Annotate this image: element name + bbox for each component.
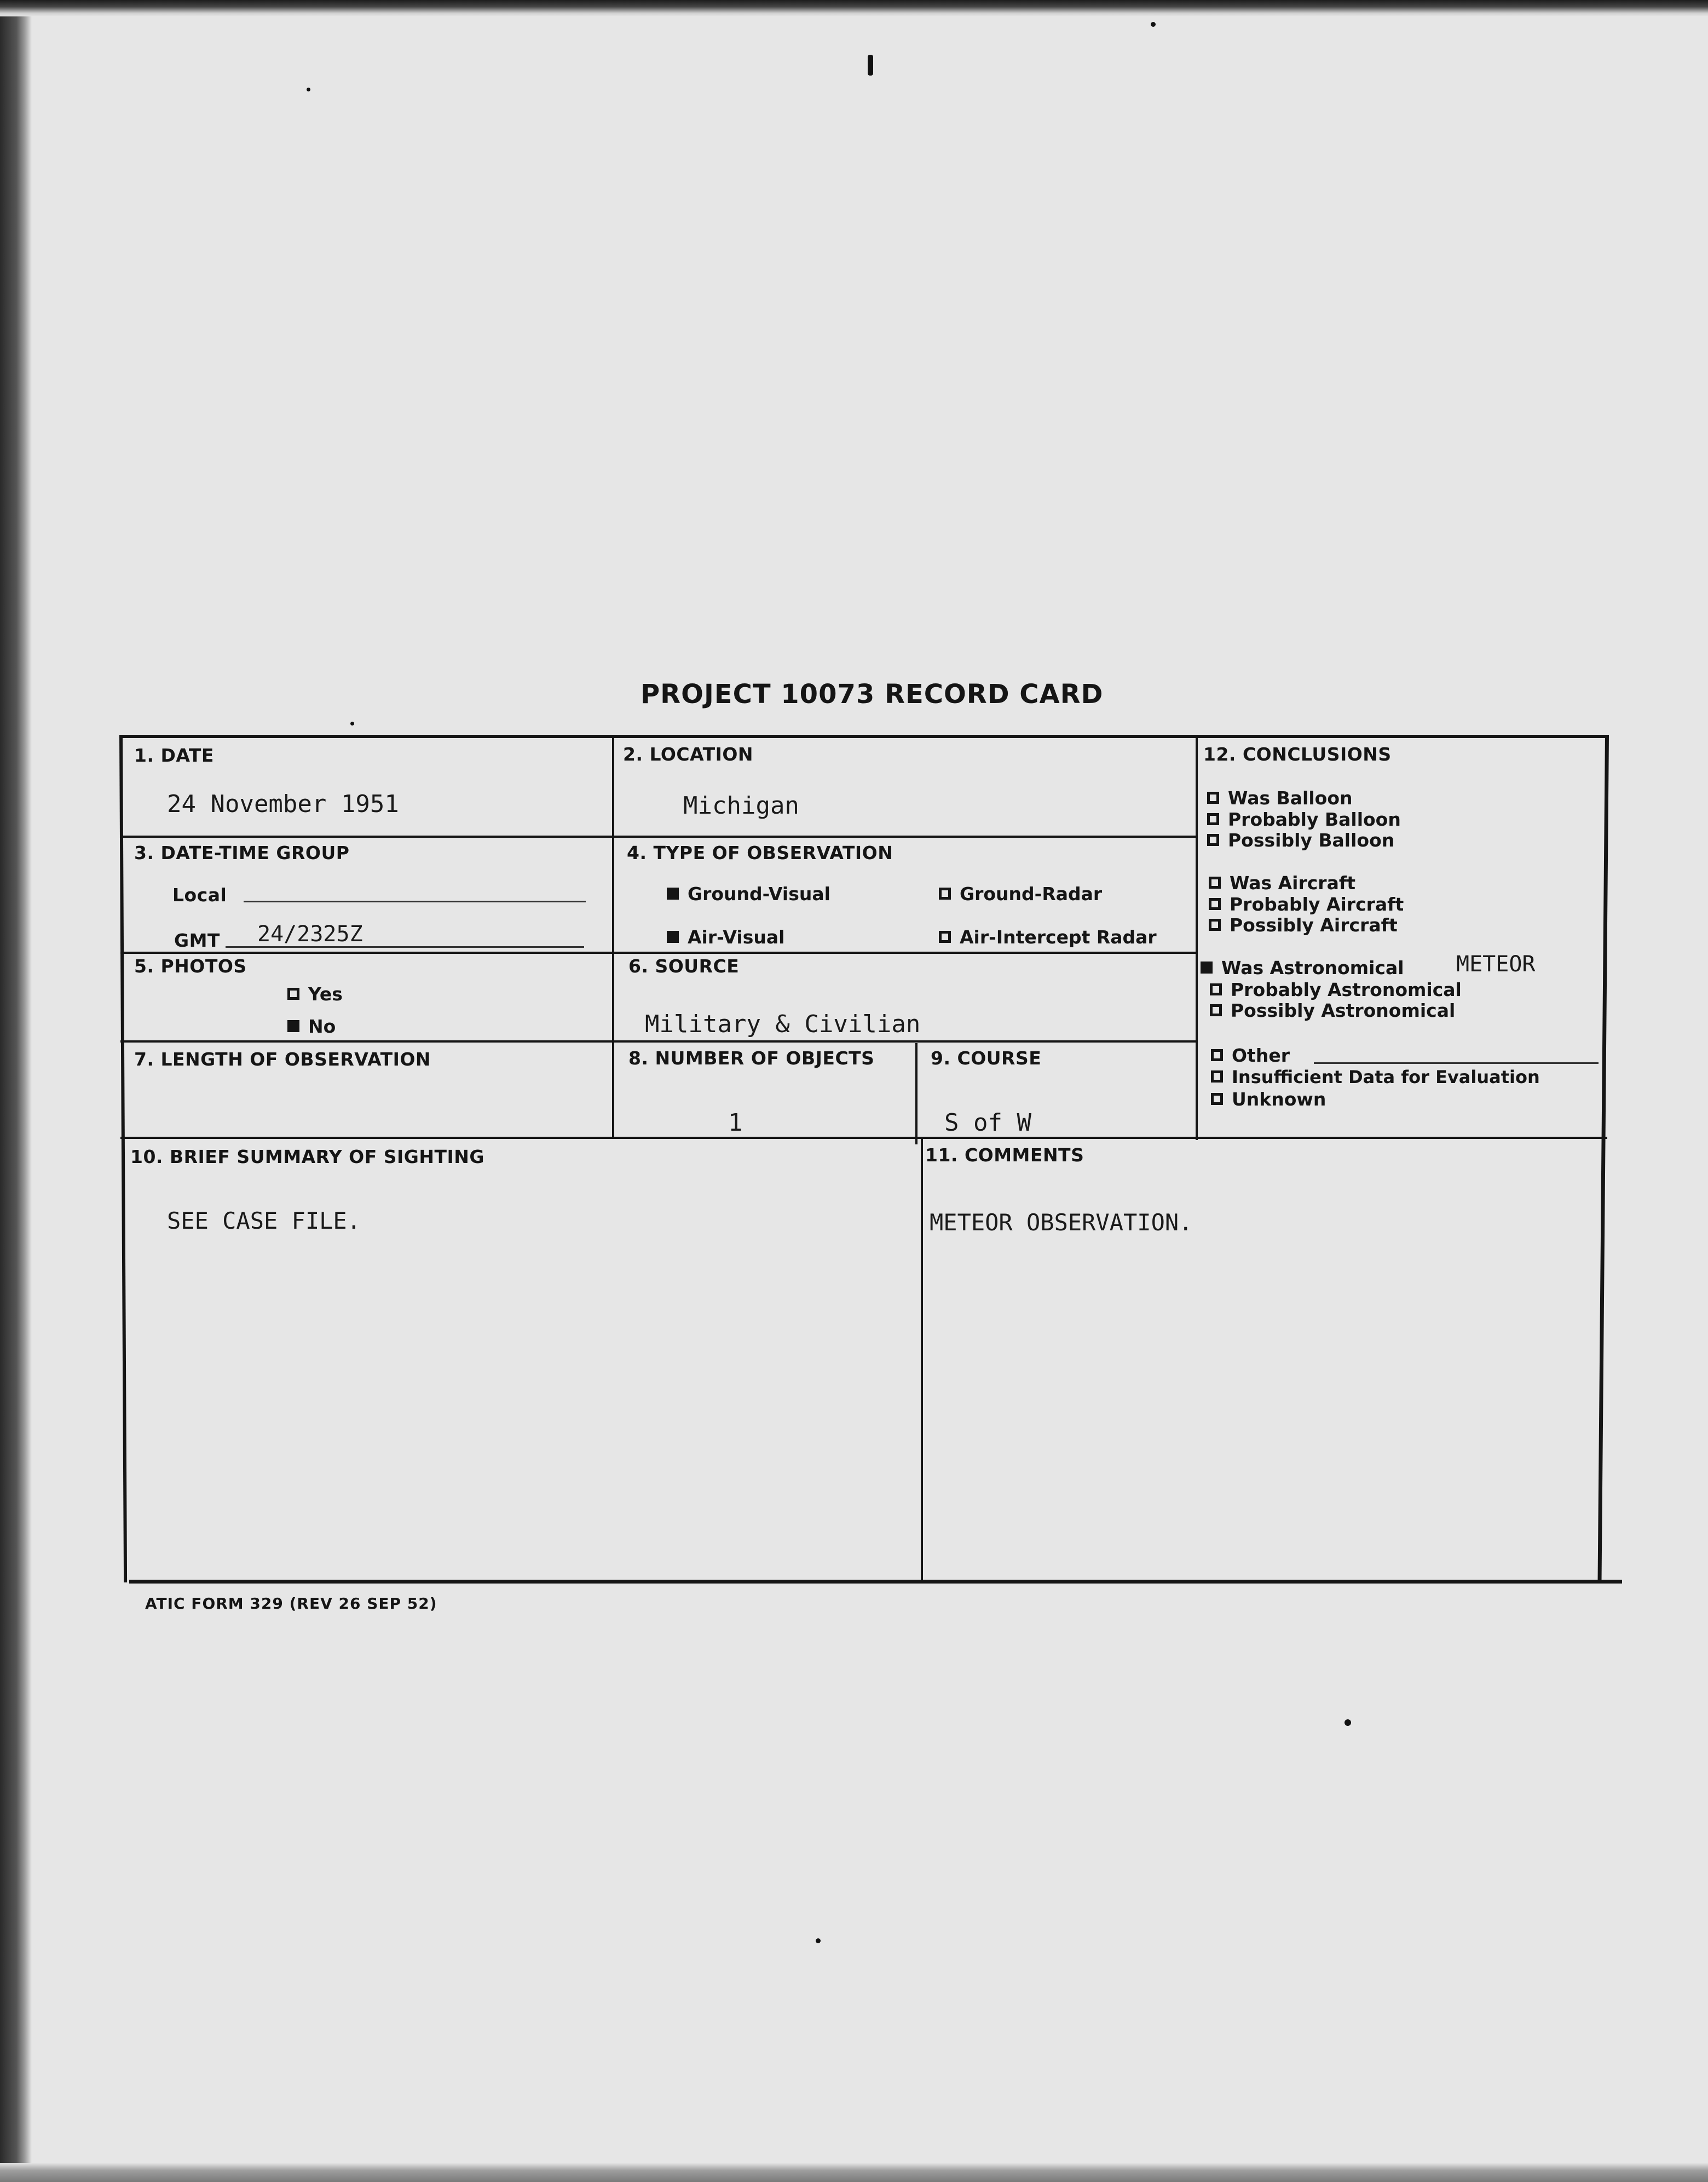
type-option-air-visual[interactable]: Air-Visual [667,926,784,948]
conclusions-label: 12. CONCLUSIONS [1203,744,1392,765]
conclusion-was-astronomical[interactable]: Was Astronomical [1201,957,1404,978]
dust-speck [1151,22,1156,27]
type-option-air-intercept-radar[interactable]: Air-Intercept Radar [939,926,1157,948]
card-border-bottom [129,1580,1622,1584]
photos-option-yes[interactable]: Yes [287,983,343,1005]
dtg-gmt-label: GMT [174,930,220,951]
conclusion-other-rule [1314,1062,1599,1064]
dtg-local-label: Local [172,884,227,906]
course-label: 9. COURSE [931,1047,1042,1069]
checkbox-icon [1210,983,1222,995]
conclusion-possibly-astronomical[interactable]: Possibly Astronomical [1210,1000,1455,1021]
conclusion-probably-balloon[interactable]: Probably Balloon [1207,809,1401,830]
checkbox-icon [287,1020,299,1032]
conclusion-probably-astronomical[interactable]: Probably Astronomical [1210,979,1462,1000]
dust-speck [1345,1719,1351,1726]
type-option-ground-radar[interactable]: Ground-Radar [939,883,1102,905]
card-border-top [119,735,1608,738]
checkbox-icon [1210,1004,1222,1016]
divider-v-location-conclusions [1196,735,1198,1140]
dtg-gmt-value: 24/2325Z [257,922,363,947]
divider-v-date-location [612,735,614,1138]
summary-label: 10. BRIEF SUMMARY OF SIGHTING [130,1146,484,1167]
dust-speck [868,55,873,76]
checkbox-icon [667,931,679,943]
date-label: 1. DATE [134,745,214,766]
divider-v-summary-comments [921,1139,923,1582]
checkbox-icon [1207,813,1219,825]
dtg-local-rule [244,901,586,902]
location-value: Michigan [683,792,799,820]
form-number-footer: ATIC FORM 329 (REV 26 SEP 52) [145,1594,437,1613]
length-label: 7. LENGTH OF OBSERVATION [134,1049,431,1070]
conclusion-possibly-aircraft[interactable]: Possibly Aircraft [1209,914,1398,936]
checkbox-icon [1209,877,1221,889]
comments-label: 11. COMMENTS [925,1144,1084,1166]
checkbox-icon [939,888,951,900]
summary-value: SEE CASE FILE. [167,1207,361,1234]
scan-bottom-edge [0,2163,1708,2182]
date-value: 24 November 1951 [167,790,399,818]
card-border-right [1597,735,1609,1582]
conclusion-was-balloon[interactable]: Was Balloon [1207,787,1353,809]
conclusion-unknown[interactable]: Unknown [1211,1089,1326,1110]
checkbox-icon [1201,962,1213,974]
course-value: S of W [944,1109,1031,1137]
checkbox-icon [939,931,951,943]
card-title: PROJECT 10073 RECORD CARD [641,679,1104,710]
source-label: 6. SOURCE [628,955,740,977]
conclusion-other[interactable]: Other [1211,1045,1290,1066]
checkbox-icon [287,988,299,1000]
type-label: 4. TYPE OF OBSERVATION [627,842,893,863]
photos-option-no[interactable]: No [287,1016,336,1037]
dust-speck [307,88,310,91]
objects-label: 8. NUMBER OF OBJECTS [628,1047,875,1069]
checkbox-icon [1211,1070,1223,1083]
checkbox-icon [1211,1049,1223,1061]
conclusion-possibly-balloon[interactable]: Possibly Balloon [1207,830,1394,851]
conclusion-insufficient-data[interactable]: Insufficient Data for Evaluation [1211,1067,1540,1087]
card-border-left [119,735,127,1582]
dust-speck [350,722,354,726]
divider-h-row1 [120,836,1198,838]
scan-left-edge [0,0,32,2182]
dust-speck [816,1938,821,1943]
checkbox-icon [1211,1093,1223,1105]
conclusion-probably-aircraft[interactable]: Probably Aircraft [1209,894,1404,915]
checkbox-icon [1209,919,1221,931]
scan-top-edge [0,0,1708,16]
divider-h-row2 [120,952,1198,954]
divider-v-objects-course [915,1043,918,1144]
type-option-ground-visual[interactable]: Ground-Visual [667,883,830,905]
checkbox-icon [667,888,679,900]
location-label: 2. LOCATION [623,744,754,765]
checkbox-icon [1207,834,1219,846]
divider-h-row4 [120,1137,1607,1139]
conclusion-astronomical-note: METEOR [1456,952,1536,977]
conclusion-was-aircraft[interactable]: Was Aircraft [1209,872,1355,894]
photos-label: 5. PHOTOS [134,955,247,977]
divider-h-row3 [120,1040,1198,1043]
objects-value: 1 [728,1109,743,1137]
checkbox-icon [1207,792,1219,804]
source-value: Military & Civilian [645,1010,921,1038]
dtg-label: 3. DATE-TIME GROUP [134,842,350,863]
comments-value: METEOR OBSERVATION. [930,1209,1193,1236]
checkbox-icon [1209,898,1221,910]
